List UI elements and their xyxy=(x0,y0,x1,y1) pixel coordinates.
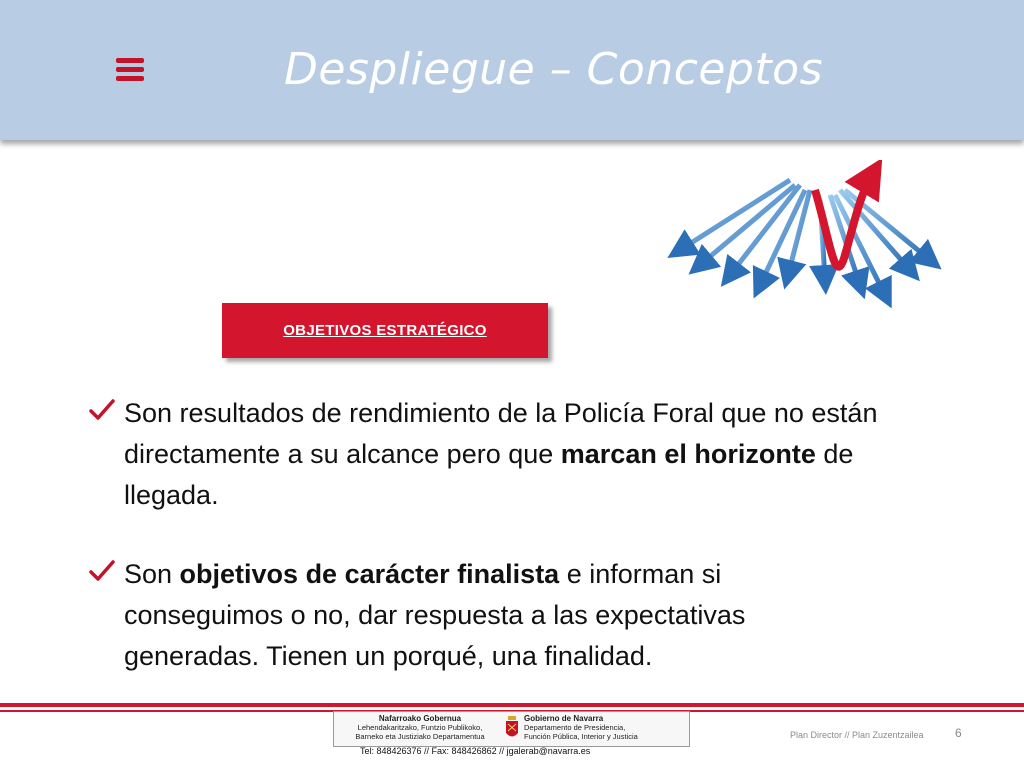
logo-spanish-text: Gobierno de Navarra Departamento de Presidencia, Función Pública, Interior y Justicia xyxy=(524,714,638,741)
checkmark-icon xyxy=(88,396,116,424)
bullet-item-1 xyxy=(88,393,878,516)
bullet-item-2 xyxy=(88,554,878,677)
slide-title: Despliegue – Conceptos xyxy=(284,44,823,95)
checkmark-icon xyxy=(88,557,116,585)
footer-plan-text: Plan Director // Plan Zuzentzailea xyxy=(790,730,924,740)
page-number: 6 xyxy=(955,726,962,740)
government-logo xyxy=(333,711,690,747)
bullet-bold-text: marcan el horizonte xyxy=(560,439,816,469)
coat-of-arms-icon xyxy=(504,715,520,741)
bullet-text: de llegada. xyxy=(124,439,854,510)
bullet-text: Son resultados de rendimiento de la Policía Foral que no están directamente a su alcance pero que xyxy=(124,398,878,469)
bullet-bold-text: objetivos de carácter finalista xyxy=(179,559,560,589)
bullet-text: e informan si conseguimos o no, dar respuesta a las expectativas generadas. Tienen un porqué, una finalidad. xyxy=(124,559,746,671)
bullet-list xyxy=(88,393,878,715)
footer-divider xyxy=(0,703,1024,707)
slide-header xyxy=(0,0,1024,140)
contact-info: Tel: 848426376 // Fax: 848426862 // jgalerab@navarra.es xyxy=(360,746,591,756)
hamburger-menu-icon[interactable] xyxy=(116,58,144,82)
bullet-text: Son xyxy=(124,559,180,589)
objectives-badge: OBJETIVOS ESTRATÉGICO xyxy=(222,303,548,358)
logo-basque-text: Nafarroako Gobernua Lehendakaritzako, Funtzio Publikoko, Barneko eta Justiziako Departamentua xyxy=(355,714,485,741)
arrows-direction-change-icon xyxy=(660,160,950,325)
